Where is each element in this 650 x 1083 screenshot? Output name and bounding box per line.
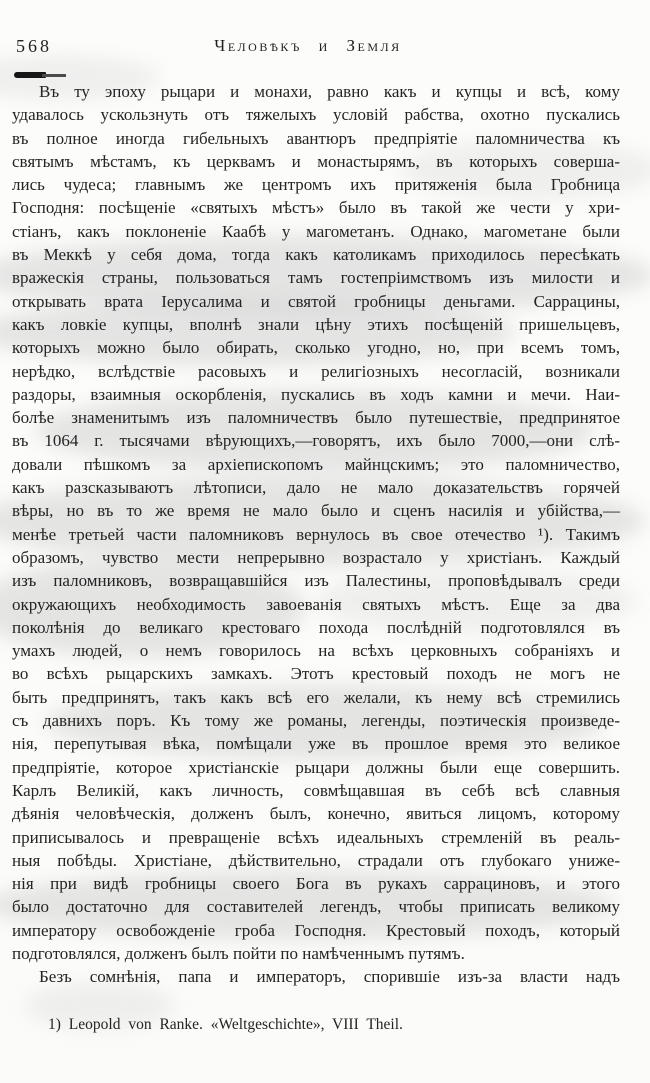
text-line-new-paragraph: Безъ сомнѣнія, папа и императоръ, спорившіе изъ-за власти надъ [39,967,620,987]
text-line: какъ разсказываютъ лѣтописи, дало не мало доказательствъ горячей [12,478,620,498]
page-header [0,36,650,60]
text-line: нія при видѣ гробницы своего Бога въ рукахъ саррациновъ, и этого [12,874,620,894]
text-line: изъ паломниковъ, возвращавшійся изъ Палестины, проповѣдывалъ среди [12,571,620,591]
text-line: вѣры, но въ то же время не мало было и сценъ насилія и убійства,— [12,501,620,521]
text-line: нія, перепутывая вѣка, помѣщали уже въ прошлое время это великое [12,734,620,754]
text-line-paragraph-end: подготовлялся, долженъ былъ пойти по намѣченнымъ путямъ. [12,943,465,963]
text-line: нерѣдко, вслѣдствіе расовыхъ и религіозныхъ несогласій, возникали [12,361,620,381]
text-line: раздоры, взаимныя оскорбленія, пускались въ ходъ камни и мечи. Наи- [12,384,620,404]
text-line: съ давнихъ поръ. Къ тому же романы, легенды, поэтическія произведе- [12,711,620,731]
text-line: вражескія страны, пользоваться тамъ гостепріимствомъ изъ милости и [12,268,620,288]
text-line: во всѣхъ рыцарскихъ замкахъ. Этотъ крестовый походъ не могъ не [12,664,620,684]
text-line: которыхъ можно было обирать, сколько угодно, но, при всемъ томъ, [12,338,620,358]
text-line: въ Меккѣ у себя дома, тогда какъ католикамъ приходилось пересѣкать [12,245,620,265]
text-line: какъ ловкіе купцы, вполнѣ знали цѣну этихъ посѣщеній пришельцевъ, [12,314,620,334]
text-line: удавалось ускользнуть отъ тяжелыхъ условій рабства, охотно пускались [12,105,620,125]
text-line: довали пѣшкомъ за архіепископомъ майнцскимъ; это паломничество, [12,454,620,474]
text-line: лись чудеса; главнымъ же центромъ ихъ притяженія была Гробница [12,175,620,195]
text-line: въ 1064 г. тысячами вѣрующихъ,—говорятъ, ихъ было 7000,—они слѣ- [12,431,620,451]
ink-smudge-tail [42,74,66,77]
text-line: въ полное иногда гибельныхъ авантюръ предпріятіе паломничества къ [12,128,620,148]
text-line: Въ ту эпоху рыцари и монахи, равно какъ и купцы и всѣ, кому [39,82,620,101]
text-line: было достаточно для составителей легендъ, чтобы приписать великому [12,897,620,917]
text-line: императору освобожденіе гроба Господня. Крестовый походъ, который [12,920,620,940]
text-line: дѣянія человѣческія, долженъ былъ, конечно, явиться лицомъ, которому [12,804,620,824]
text-line: умахъ людей, о немъ говорилось на всѣхъ церковныхъ собраніяхъ и [12,641,620,661]
body-text [12,80,620,989]
text-line: менѣе третьей части паломниковъ вернулось въ свое отечество ¹). Такимъ [12,524,620,544]
text-line: стіанъ, какъ поклоненіе Каабѣ у магометанъ. Однако, магометане были [12,221,620,241]
running-head-title: Человѣкъ и Земля [214,36,402,55]
text-line: окружающихъ необходимость завоеванія святыхъ мѣстъ. Еще за два [12,594,620,614]
text-line: поколѣнія до великаго крестоваго похода послѣдній подготовлялся въ [12,617,620,637]
text-line: предпріятіе, которое христіанскіе рыцари должны были еще совершить. [12,757,620,777]
text-line: приписывалось и превращеніе всѣхъ идеальныхъ стремленій въ реаль- [12,827,620,847]
text-line: ныя побѣды. Христіане, дѣйствительно, страдали отъ глубокаго униже- [12,850,620,870]
text-line: болѣе знаменитымъ изъ паломничествъ было путешествіе, предпринятое [12,408,620,428]
footnote-reference: 1) Leopold von Ranke. «Weltgeschichte», VIII Theil. [48,1016,403,1033]
text-line: Господня: посѣщеніе «святыхъ мѣстъ» было въ такой же чести у хри- [12,198,620,218]
text-line: открывать врата Іерусалима и святой гробницы деньгами. Саррацины, [12,291,620,311]
text-line: святымъ мѣстамъ, къ церквамъ и монастырямъ, въ которыхъ соверша- [12,151,620,171]
text-line: образомъ, чувство мести непрерывно возрастало у христіанъ. Каждый [12,547,620,567]
page-number: 568 [16,36,52,56]
text-line: Карлъ Великій, какъ личность, совмѣщавшая въ себѣ всѣ славныя [12,780,620,800]
text-line: быть предпринятъ, такъ какъ всѣ его желали, къ нему всѣ стремились [12,687,620,707]
